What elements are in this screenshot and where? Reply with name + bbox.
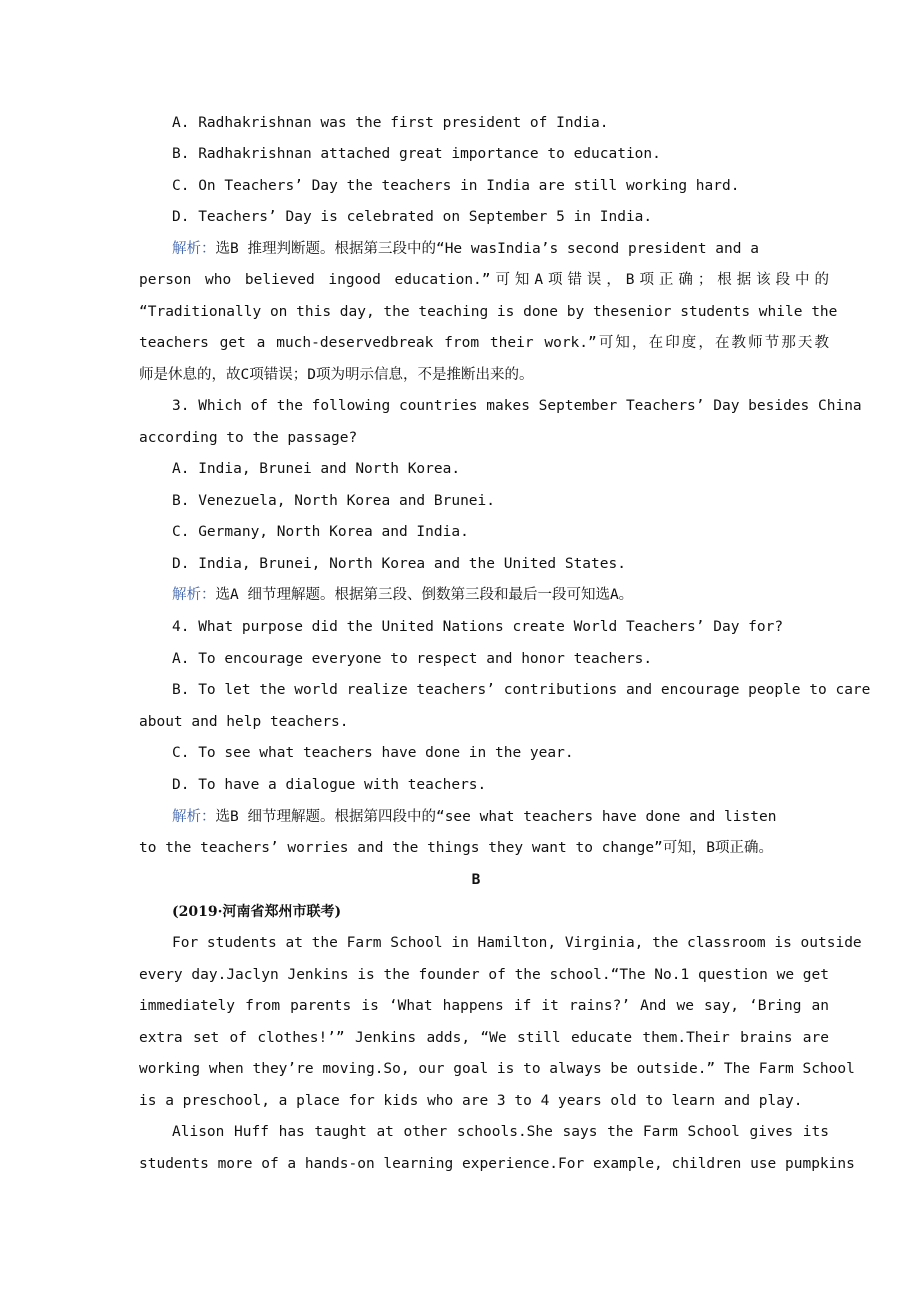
passage-p1-line-4: extra set of clothes!’” Jenkins adds, “We still educate them.Their brains are <box>139 1030 829 1046</box>
section-title: B <box>471 872 481 888</box>
analysis-label: 解析： <box>172 587 216 603</box>
q4-analysis-line-1: 解析：选B 细节理解题。根据第四段中的“see what teachers have done and listen <box>172 809 777 825</box>
q4-analysis-line-2: to the teachers’ worries and the things they want to change”可知，B项正确。 <box>139 840 774 856</box>
q2-analysis-line-5: 师是休息的，故C项错误；D项为明示信息，不是推断出来的。 <box>139 367 534 383</box>
passage-p1-line-3: immediately from parents is ‘What happens if it rains?’ And we say, ‘Bring an <box>139 998 829 1014</box>
analysis-label: 解析： <box>172 809 216 825</box>
q4-option-b-line-1: B. To let the world realize teachers’ contributions and encourage people to care <box>172 682 871 698</box>
passage-p2-line-1: Alison Huff has taught at other schools.She says the Farm School gives its <box>172 1124 829 1140</box>
q4-option-d: D. To have a dialogue with teachers. <box>172 777 487 793</box>
q2-option-a: A. Radhakrishnan was the first president of India. <box>172 115 609 131</box>
q3-stem-line-1: 3. Which of the following countries makes September Teachers’ Day besides China <box>172 398 862 414</box>
q3-analysis: 解析：选A 细节理解题。根据第三段、倒数第三段和最后一段可知选A。 <box>172 587 634 603</box>
q2-option-b: B. Radhakrishnan attached great importance to education. <box>172 146 661 162</box>
q4-stem: 4. What purpose did the United Nations create World Teachers’ Day for? <box>172 619 784 635</box>
q4-option-a: A. To encourage everyone to respect and honor teachers. <box>172 651 653 667</box>
analysis-label: 解析： <box>172 241 216 257</box>
q2-analysis-line-1: 解析：选B 推理判断题。根据第三段中的“He wasIndia’s second president and a <box>172 241 759 257</box>
passage-p1-line-2: every day.Jaclyn Jenkins is the founder of the school.“The No.1 question we get <box>139 967 829 983</box>
q4-option-c: C. To see what teachers have done in the year. <box>172 745 574 761</box>
q4-option-b-line-2: about and help teachers. <box>139 714 349 730</box>
passage-p1-line-1: For students at the Farm School in Hamilton, Virginia, the classroom is outside <box>172 935 862 951</box>
q2-analysis-line-3: “Traditionally on this day, the teaching is done by thesenior students while the <box>139 304 838 320</box>
q3-option-a: A. India, Brunei and North Korea. <box>172 461 461 477</box>
q3-stem-line-2: according to the passage? <box>139 430 358 446</box>
passage-p1-line-6: is a preschool, a place for kids who are 3 to 4 years old to learn and play. <box>139 1093 803 1109</box>
passage-source: (2019·河南省郑州市联考) <box>172 904 342 920</box>
passage-p2-line-2: students more of a hands-on learning experience.For example, children use pumpkins <box>139 1156 855 1172</box>
q2-analysis-line-2: person who believed ingood education.”可知A项错误，B项正确；根据该段中的 <box>139 272 829 288</box>
q2-option-d: D. Teachers’ Day is celebrated on September 5 in India. <box>172 209 653 225</box>
passage-p1-line-5: working when they’re moving.So, our goal is to always be outside.” The Farm School <box>139 1061 855 1077</box>
q2-option-c: C. On Teachers’ Day the teachers in India are still working hard. <box>172 178 740 194</box>
q2-analysis-line-4: teachers get a much-deservedbreak from their work.”可知，在印度，在教师节那天教 <box>139 335 829 351</box>
q3-option-c: C. Germany, North Korea and India. <box>172 524 469 540</box>
q3-option-d: D. India, Brunei, North Korea and the United States. <box>172 556 626 572</box>
q3-option-b: B. Venezuela, North Korea and Brunei. <box>172 493 496 509</box>
